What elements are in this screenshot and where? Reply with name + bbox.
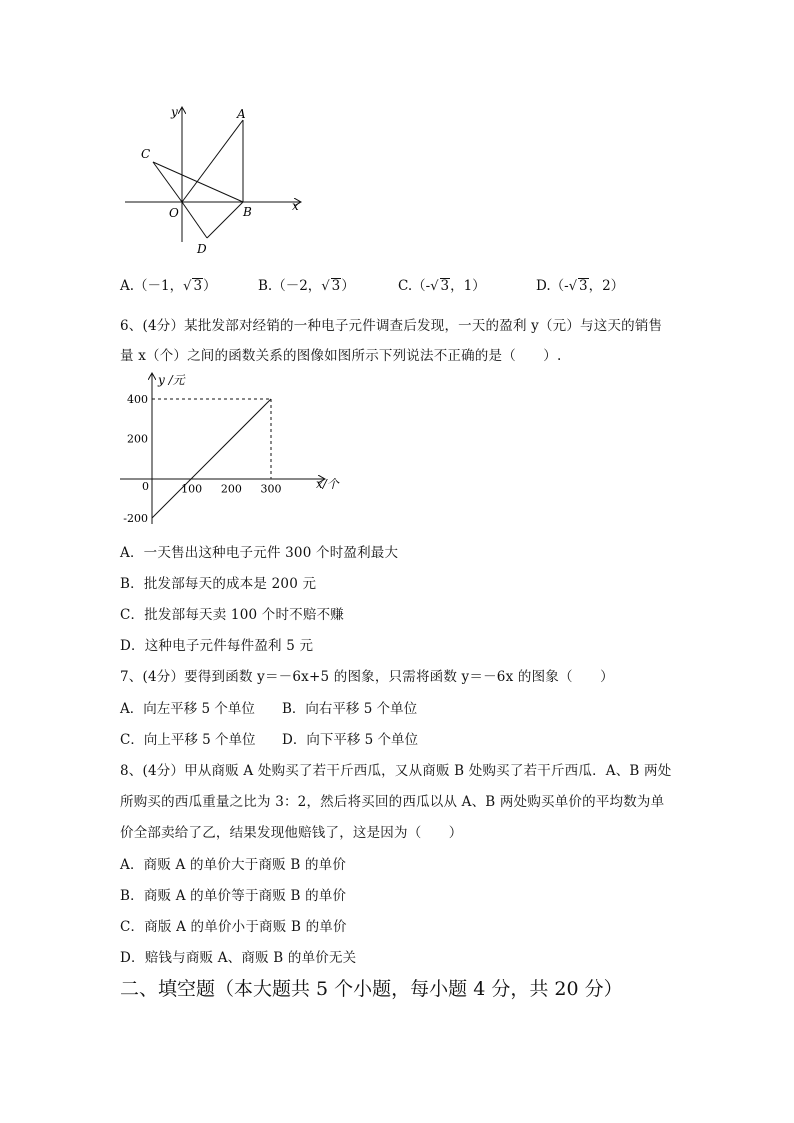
section-heading: 二、填空题（本大题共 5 个小题，每小题 4 分，共 20 分）	[120, 978, 623, 1000]
q6-option-b: B．批发部每天的成本是 200 元	[120, 576, 317, 592]
y-tick-neg200: -200	[123, 512, 148, 525]
y-tick-200: 200	[127, 432, 148, 446]
x-tick-200: 200	[220, 482, 242, 496]
segment-DB	[207, 202, 243, 238]
q5-option-b: B.（－2，√ 3）	[258, 278, 355, 294]
label-x: x	[292, 199, 299, 213]
q6-option-c: C．批发部每天卖 100 个时不赔不赚	[120, 607, 344, 623]
q7-line-1: 7、(4分）要得到函数 y＝－6x+5 的图象，只需将函数 y＝－6x 的图象（ ）	[120, 669, 614, 685]
q6-line-1: 6、(4分）某批发部对经销的一种电子元件调查后发现，一天的盈利 y（元）与这天的销售	[120, 318, 663, 334]
label-D: D	[197, 242, 207, 256]
q7-option-c: C．向上平移 5 个单位	[120, 732, 256, 748]
label-O: O	[169, 206, 179, 220]
label-B: B	[243, 205, 252, 219]
chart-x-label: x/个	[316, 477, 339, 491]
q8-option-c: C．商版 A 的单价小于商贩 B 的单价	[120, 919, 347, 935]
q6-line-2: 量 x（个）之间的函数关系的图像如图所示下列说法不正确的是（ ）.	[120, 348, 562, 364]
chart-origin-label: 0	[142, 480, 149, 493]
geometry-figure	[115, 100, 315, 260]
q6-option-d: D．这种电子元件每件盈利 5 元	[120, 638, 314, 654]
q8-line-3: 价全部卖给了乙，结果发现他赔钱了，这是因为（ ）	[120, 825, 463, 841]
q8-line-2: 所购买的西瓜重量之比为 3：2，然后将买回的西瓜以从 A、B 两处购买单价的平均数为单	[120, 794, 665, 810]
profit-line	[152, 399, 271, 518]
q7-option-b: B．向右平移 5 个单位	[282, 701, 418, 717]
q7-option-d: D．向下平移 5 个单位	[282, 732, 418, 748]
segment-OD	[182, 202, 207, 238]
profit-chart	[116, 368, 356, 528]
q5-option-a: A.（－1，√ 3）	[120, 278, 217, 294]
q5-option-c: C.（-√ 3，1）	[398, 278, 486, 294]
x-tick-100: 100	[181, 482, 203, 496]
q8-line-1: 8、(4分）甲从商贩 A 处购买了若干斤西瓜，又从商贩 B 处购买了若干斤西瓜．A、B 两处	[120, 763, 672, 779]
chart-y-label: y /元	[158, 373, 185, 387]
label-y: y	[171, 105, 178, 119]
y-tick-400: 400	[127, 393, 148, 406]
label-A: A	[237, 107, 246, 121]
q8-option-b: B．商贩 A 的单价等于商贩 B 的单价	[120, 888, 347, 904]
segment-OA	[182, 120, 243, 202]
q7-option-a: A．向左平移 5 个单位	[120, 701, 255, 717]
q8-option-d: D．赔钱与商贩 A、商贩 B 的单价无关	[120, 950, 357, 966]
label-C: C	[141, 147, 151, 161]
segment-CB	[153, 162, 243, 202]
q8-option-a: A．商贩 A 的单价大于商贩 B 的单价	[120, 857, 347, 873]
q5-option-d: D.（-√ 3，2）	[536, 278, 625, 294]
x-tick-300: 300	[260, 482, 282, 496]
q6-option-a: A．一天售出这种电子元件 300 个时盈利最大	[120, 545, 399, 561]
